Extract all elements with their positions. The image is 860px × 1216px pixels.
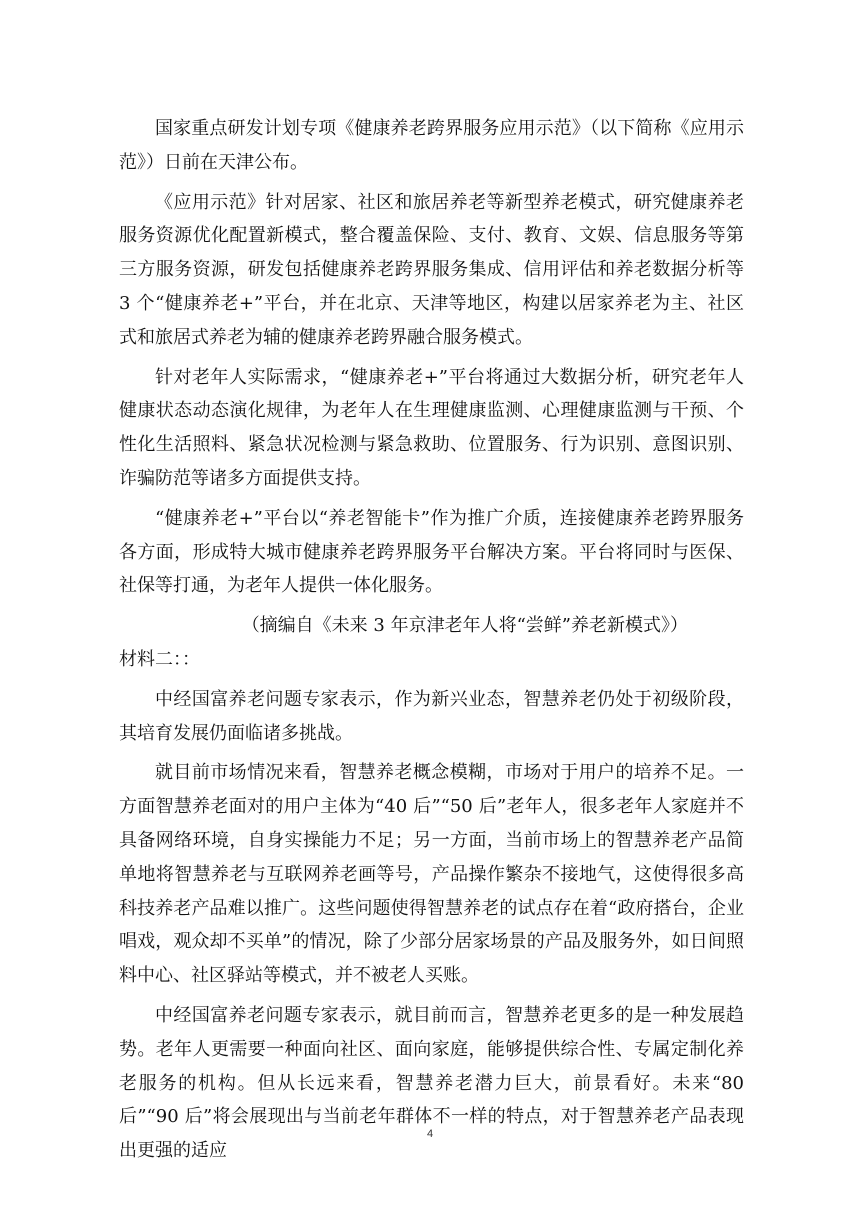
paragraph-market-situation: 就目前市场情况来看，智慧养老概念模糊，市场对于用户的培养不足。一方面智慧养老面对的用户主体为“40 后”“50 后”老年人，很多老年人家庭并不具备网络环境，自身实操能力不足；另一方面，当前市场上的智慧养老产品简单地将智慧养老与互联网养老画等号，产品操作繁杂不接地气，这使得很多高科技养老产品难以推广。这些问题使得智慧养老的试点存在着“政府搭台，企业唱戏，观众却不买单”的情况，除了少部分居家场景的产品及服务外，如日间照料中心、社区驿站等模式，并不被老人买账。	[119, 762, 744, 987]
section-heading-material-two: 材料二：：	[119, 648, 200, 670]
paragraph-development-trend: 中经国富养老问题专家表示，就目前而言，智慧养老更多的是一种发展趋势。老年人更需要一种面向社区、面向家庭，能够提供综合性、专属定制化养老服务的机构。但从长远来看，智慧养老潜力巨大，前景看好。未来“80 后”“90 后”将会展现出与当前老年群体不一样的特点，对于智慧养老产品表现出更强的适应	[119, 1004, 744, 1162]
paragraph-application-demo: 《应用示范》针对居家、社区和旅居养老等新型养老模式，研究健康养老服务资源优化配置新模式，整合覆盖保险、支付、教育、文娱、信息服务等第三方服务资源，研发包括健康养老跨界服务集成、信用评估和养老数据分析等 3 个“健康养老+”平台，并在北京、天津等地区，构建以居家养老为主、社区式和旅居式养老为辅的健康养老跨界融合服务模式。	[119, 191, 744, 348]
source-citation: （摘编自《未来 3 年京津老年人将“尝鲜”养老新模式》）	[241, 615, 688, 637]
document-body	[119, 112, 744, 1174]
paragraph-smart-card: “健康养老+”平台以“养老智能卡”作为推广介质，连接健康养老跨界服务各方面，形成特大城市健康养老跨界服务平台解决方案。平台将同时与医保、社保等打通，为老年人提供一体化服务。	[119, 507, 744, 597]
page-number: 4	[426, 1128, 434, 1140]
paragraph-expert-statement: 中经国富养老问题专家表示，作为新兴业态，智慧养老仍处于初级阶段，其培育发展仍面临诸多挑战。	[119, 688, 744, 744]
paragraph-intro: 国家重点研发计划专项《健康养老跨界服务应用示范》（以下简称《应用示范》）日前在天津公布。	[119, 118, 744, 173]
paragraph-platform-support: 针对老年人实际需求，“健康养老+”平台将通过大数据分析，研究老年人健康状态动态演化规律，为老年人在生理健康监测、心理健康监测与干预、个性化生活照料、紧急状况检测与紧急救助、位置服务、行为识别、意图识别、诈骗防范等诸多方面提供支持。	[119, 366, 744, 489]
